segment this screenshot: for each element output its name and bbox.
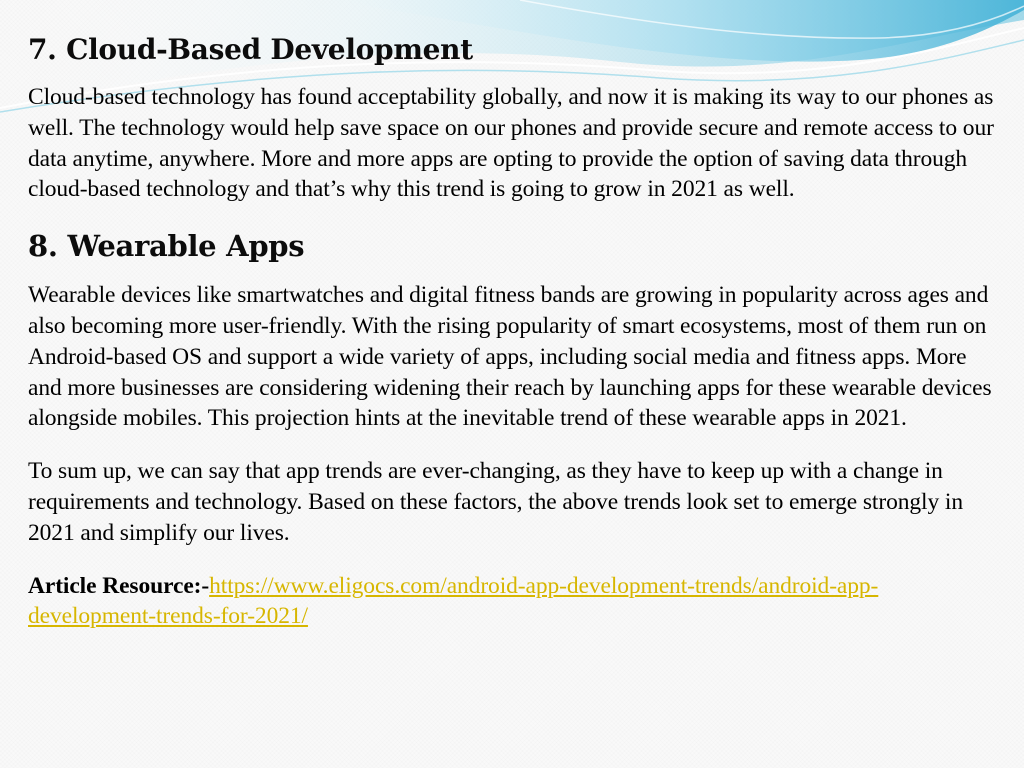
article-resource-label: Article Resource:-	[28, 572, 210, 599]
cloud-section-body: Cloud-based technology has found acceptability globally, and now it is making its way to our phones as well. The technology would help save space on our phones and provide secure and remote access to our data anytime, anywhere. More and more apps are opting to provide the option of saving data through cloud-based technology and that’s why this trend is going to grow in 2021 as well.	[28, 84, 994, 203]
conclusion-body: To sum up, we can say that app trends are ever-changing, as they have to keep up with a change in requirements and technology. Based on these factors, the above trends look set to emerge strongly in 2021 and simplify our lives.	[28, 458, 963, 546]
slide-content	[28, 28, 998, 651]
cloud-section-heading: 7. Cloud-Based Development	[28, 33, 473, 66]
wearable-section-body: Wearable devices like smartwatches and digital fitness bands are growing in popularity across ages and also becoming more user-friendly. With the rising popularity of smart ecosystems, most of them run on Android-based OS and support a wide variety of apps, including social media and fitness apps. More and more businesses are considering widening their reach by launching apps for these wearable devices alongside mobiles. This projection hints at the inevitable trend of these wearable apps in 2021.	[28, 282, 992, 432]
article-resource-link[interactable]: https://www.eligocs.com/android-app-development-trends/android-app-development-trends-for-2021/	[28, 572, 879, 630]
article-resource	[28, 571, 998, 633]
wearable-section-heading: 8. Wearable Apps	[28, 229, 305, 264]
